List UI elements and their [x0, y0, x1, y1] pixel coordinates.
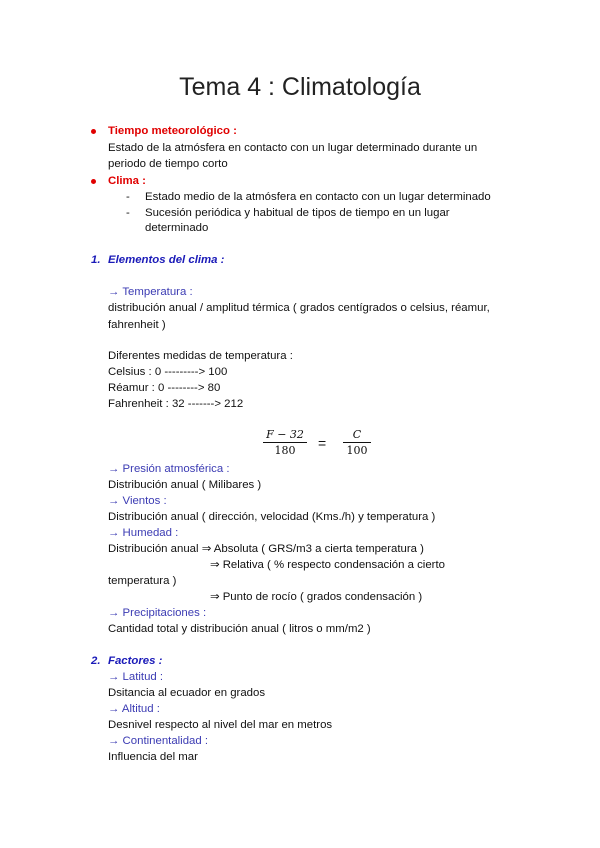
temperatura-line-1: distribución anual / amplitud térmica ( grados centígrados o celsius, réamur, [108, 302, 490, 314]
presion-label: → Presión atmosférica : [108, 463, 230, 475]
altitud-text: Desnivel respecto al nivel del mar en metros [108, 719, 333, 731]
section-2-heading: Factores : [108, 655, 163, 667]
vientos-text: Distribución anual ( dirección, velocidad (Kms./h) y temperatura ) [108, 511, 436, 523]
medidas-title: Diferentes medidas de temperatura : [108, 350, 293, 362]
dash-marker: - [126, 191, 130, 203]
vientos-label: → Vientos : [108, 495, 167, 507]
section-2-number: 2. [91, 655, 101, 667]
clima-item-1: Estado medio de la atmósfera en contacto con un lugar determinado [145, 191, 491, 203]
formula-right-denominator: 100 [346, 444, 368, 457]
tiempo-definition-line-2: periodo de tiempo corto [108, 158, 228, 170]
humedad-line-1: Distribución anual ⇒ Absoluta ( GRS/m3 a cierta temperatura ) [108, 543, 424, 555]
clima-item-2-continued: determinado [145, 222, 209, 234]
clima-item-2: Sucesión periódica y habitual de tipos de tiempo en un lugar [145, 207, 450, 219]
precipitaciones-text: Cantidad total y distribución anual ( litros o mm/m2 ) [108, 623, 371, 635]
humedad-label: → Humedad : [108, 527, 179, 539]
humedad-line-2: ⇒ Relativa ( % respecto condensación a cierto [210, 559, 445, 571]
formula-left-numerator: F − 32 [263, 428, 307, 443]
formula-left-denominator: 180 [274, 444, 296, 457]
temperatura-label: → Temperatura : [108, 286, 193, 298]
formula-equals: = [318, 435, 327, 451]
presion-text: Distribución anual ( Milibares ) [108, 479, 262, 491]
precipitaciones-label: → Precipitaciones : [108, 607, 207, 619]
humedad-line-4: ⇒ Punto de rocío ( grados condensación ) [210, 591, 423, 603]
fahrenheit-scale: Fahrenheit : 32 -------> 212 [108, 398, 244, 410]
reamur-scale: Réamur : 0 --------> 80 [108, 382, 221, 394]
latitud-text: Dsitancia al ecuador en grados [108, 687, 266, 699]
page-title: Tema 4 : Climatología [179, 73, 421, 101]
temperatura-line-2: fahrenheit ) [108, 319, 166, 331]
bullet-icon [91, 129, 96, 134]
section-1-heading: Elementos del clima : [108, 254, 225, 266]
formula-right-numerator: C [343, 428, 371, 443]
dash-marker: - [126, 207, 130, 219]
humedad-line-3: temperatura ) [108, 575, 177, 587]
formula-right-fraction [343, 428, 371, 458]
altitud-label: → Altitud : [108, 703, 160, 715]
bullet-icon [91, 179, 96, 184]
continentalidad-text: Influencia del mar [108, 751, 198, 763]
celsius-scale: Celsius : 0 ---------> 100 [108, 366, 228, 378]
continentalidad-label: → Continentalidad : [108, 735, 209, 747]
latitud-label: → Latitud : [108, 671, 164, 683]
formula-left-fraction [263, 428, 307, 458]
clima-label: Clima : [108, 175, 146, 187]
tiempo-label: Tiempo meteorológico : [108, 125, 237, 137]
section-1-number: 1. [91, 254, 101, 266]
tiempo-definition-line-1: Estado de la atmósfera en contacto con un lugar determinado durante un [108, 142, 478, 154]
